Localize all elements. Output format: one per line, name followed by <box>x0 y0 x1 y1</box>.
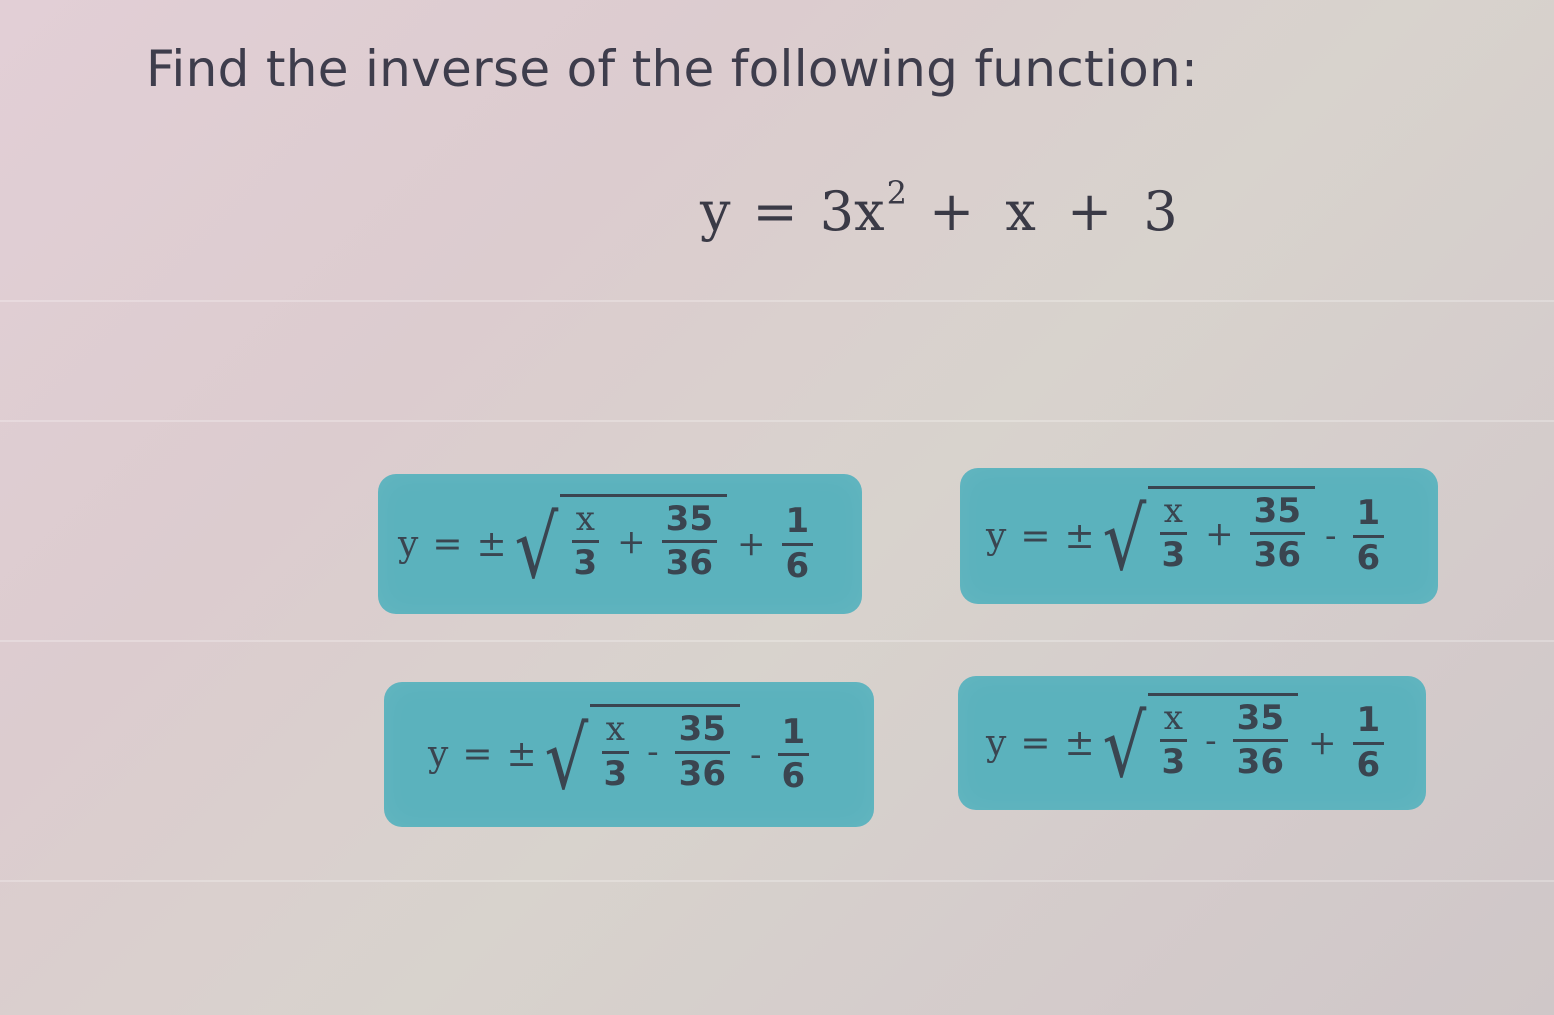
denominator: 36 <box>665 543 713 583</box>
numerator: x <box>1160 493 1187 535</box>
square-root <box>509 498 727 598</box>
numerator: x <box>602 711 629 753</box>
fraction-35-over-36 <box>662 498 717 583</box>
denominator: 36 <box>1253 535 1301 575</box>
operator: + <box>617 521 646 562</box>
answer-option-b[interactable] <box>960 468 1438 604</box>
square-root <box>539 708 740 809</box>
denominator: 6 <box>1356 744 1381 785</box>
function-equation <box>700 174 1178 243</box>
numerator: 1 <box>1353 495 1385 537</box>
background-stripe <box>0 300 1554 302</box>
radicand <box>1148 693 1299 782</box>
background-stripe <box>0 420 1554 422</box>
answer-option-a[interactable] <box>378 474 862 614</box>
denominator: 3 <box>603 753 628 794</box>
option-equals: = <box>1020 515 1051 557</box>
radicand <box>1148 486 1316 575</box>
function-term1: 3x <box>819 180 885 243</box>
plus-minus-sign: ± <box>1064 515 1095 557</box>
question-prompt: Find the inverse of the following function: <box>146 40 1199 98</box>
background-stripe <box>0 640 1554 642</box>
denominator: 3 <box>1161 742 1186 782</box>
denominator: 6 <box>785 545 810 586</box>
option-equals: = <box>1020 722 1051 764</box>
option-lhs: y <box>398 523 419 565</box>
fraction-1-over-6 <box>1353 702 1385 784</box>
numerator: 1 <box>782 503 814 545</box>
denominator: 36 <box>1236 742 1284 782</box>
option-expression <box>986 697 1390 797</box>
fraction-35-over-36 <box>1250 490 1305 575</box>
denominator: 6 <box>781 756 806 796</box>
numerator: 35 <box>1250 493 1305 535</box>
radical-icon: √ <box>544 708 589 809</box>
denominator: 36 <box>678 753 726 794</box>
option-lhs: y <box>428 734 449 775</box>
radical-icon: √ <box>514 498 559 598</box>
radical-icon: √ <box>1102 490 1147 590</box>
fraction-35-over-36 <box>1233 697 1288 782</box>
function-rest: + x + 3 <box>928 180 1178 243</box>
operator: - <box>1325 516 1337 556</box>
plus-minus-sign: ± <box>506 734 537 775</box>
operator: + <box>1308 723 1337 763</box>
square-root <box>1097 697 1298 797</box>
option-lhs: y <box>986 722 1007 764</box>
numerator: x <box>1160 700 1187 742</box>
answer-option-d[interactable] <box>958 676 1426 810</box>
background-stripe <box>0 880 1554 882</box>
operator: - <box>647 732 659 772</box>
numerator: 35 <box>675 711 730 753</box>
numerator: x <box>572 501 599 543</box>
option-equals: = <box>462 734 493 775</box>
operator: + <box>737 524 766 564</box>
fraction-x-over-3 <box>600 711 632 793</box>
denominator: 6 <box>1356 537 1381 578</box>
fraction-1-over-6 <box>782 503 814 585</box>
function-lhs: y <box>700 180 731 243</box>
square-root <box>1097 490 1315 590</box>
option-expression <box>428 708 815 809</box>
function-exponent: 2 <box>886 174 907 212</box>
answer-option-c[interactable] <box>384 682 874 827</box>
numerator: 1 <box>1353 702 1385 744</box>
operator: + <box>1205 513 1234 554</box>
option-equals: = <box>432 523 463 565</box>
fraction-35-over-36 <box>675 711 730 793</box>
fraction-1-over-6 <box>778 711 810 796</box>
radicand <box>560 494 728 583</box>
radical-icon: √ <box>1102 697 1147 797</box>
denominator: 3 <box>1161 535 1186 575</box>
operator: - <box>750 734 762 775</box>
option-expression <box>398 498 819 598</box>
numerator: 35 <box>662 501 717 543</box>
numerator: 1 <box>778 714 810 756</box>
numerator: 35 <box>1233 700 1288 742</box>
fraction-x-over-3 <box>1158 490 1190 575</box>
function-equals: = <box>752 180 798 243</box>
plus-minus-sign: ± <box>476 523 507 565</box>
radicand <box>590 704 741 793</box>
option-lhs: y <box>986 515 1007 557</box>
denominator: 3 <box>573 543 598 583</box>
plus-minus-sign: ± <box>1064 722 1095 764</box>
operator: - <box>1205 720 1217 761</box>
fraction-x-over-3 <box>1158 697 1190 782</box>
option-expression <box>986 490 1390 590</box>
fraction-x-over-3 <box>570 498 602 583</box>
fraction-1-over-6 <box>1353 495 1385 577</box>
